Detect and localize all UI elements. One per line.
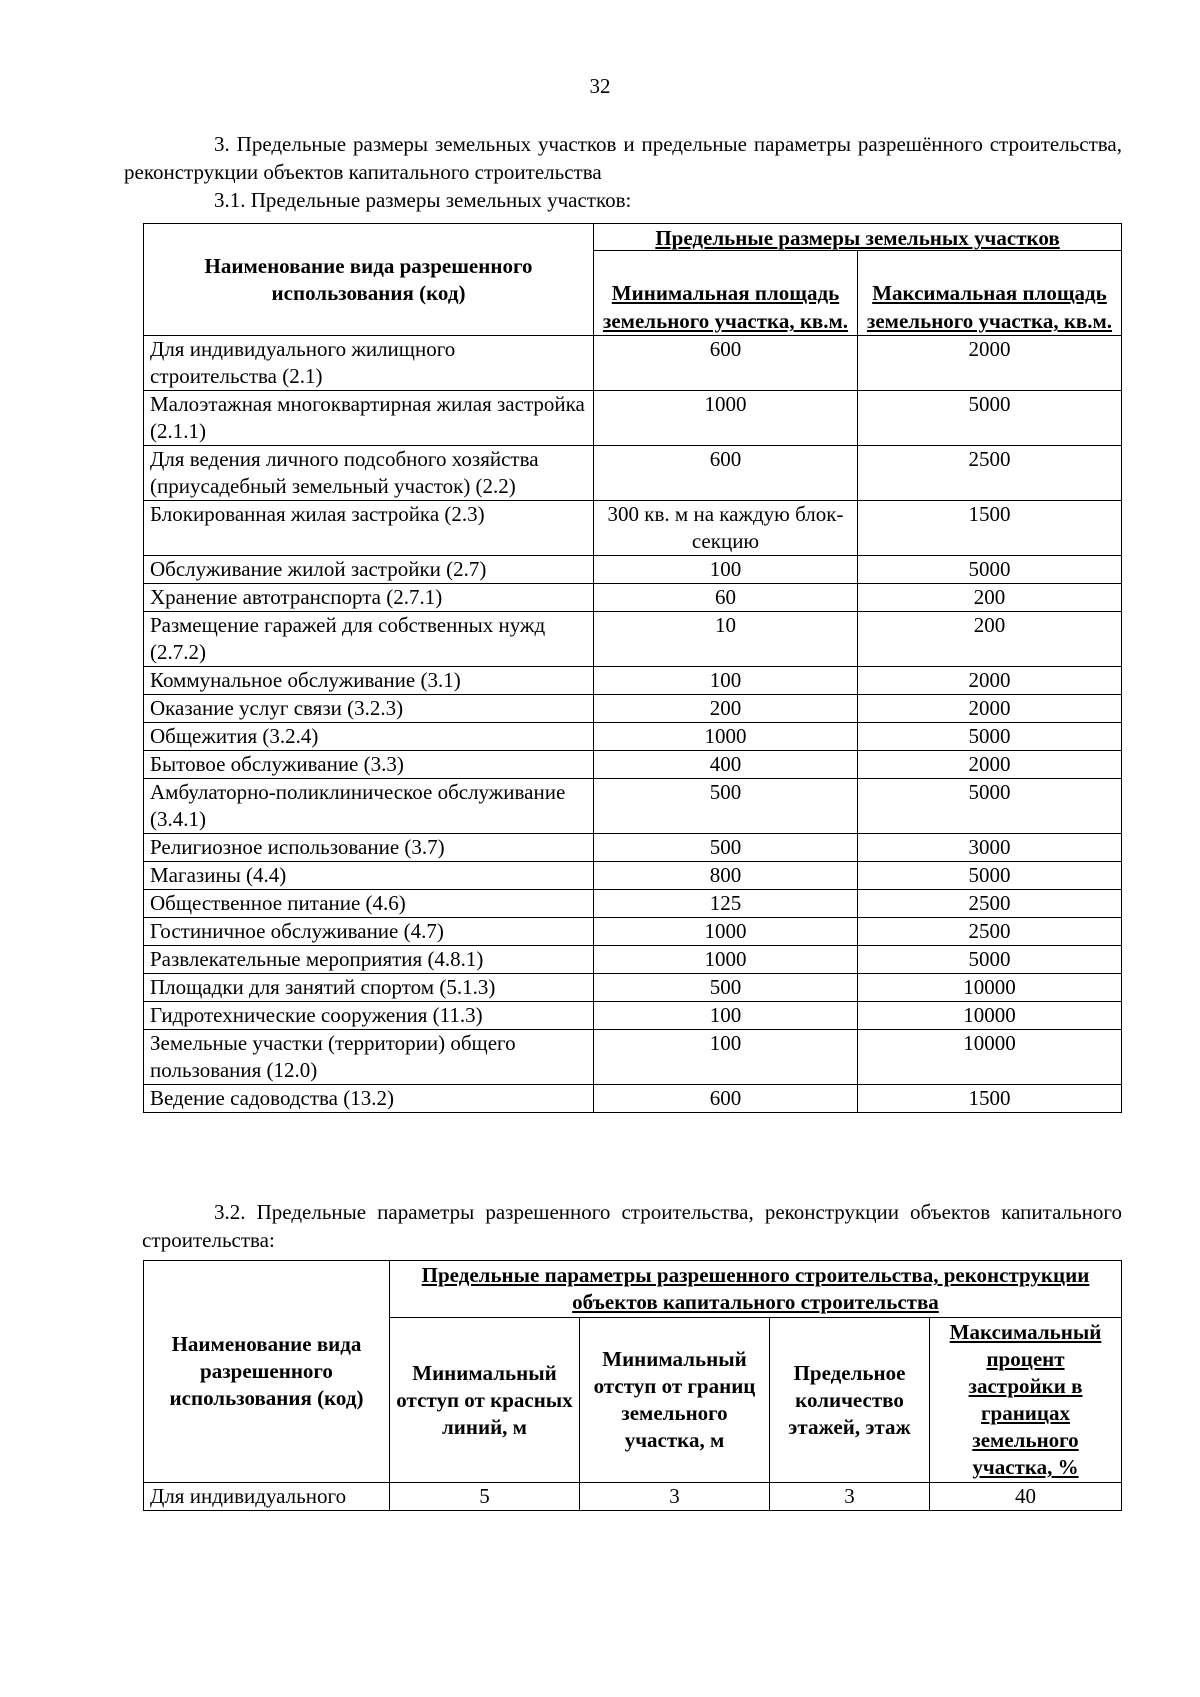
use-type-name: Для индивидуального	[144, 1483, 390, 1511]
land-plot-size-table	[143, 223, 1122, 1113]
use-type-name: Хранение автотранспорта (2.7.1)	[144, 584, 594, 612]
max-area-value: 2500	[858, 446, 1122, 501]
table-row	[144, 446, 1122, 501]
column-header-name: Наименование вида разрешенного использования (код)	[144, 1261, 390, 1483]
min-border-value: 3	[580, 1483, 770, 1511]
table-row	[144, 695, 1122, 723]
table-row	[144, 1030, 1122, 1085]
column-header-floors: Предельное количество этажей, этаж	[770, 1318, 930, 1483]
max-area-value: 2500	[858, 918, 1122, 946]
min-area-value: 400	[594, 751, 858, 779]
column-group-header: Предельные размеры земельных участков	[594, 224, 1122, 251]
use-type-name: Гостиничное обслуживание (4.7)	[144, 918, 594, 946]
min-area-value: 800	[594, 862, 858, 890]
use-type-name: Земельные участки (территории) общего пользования (12.0)	[144, 1030, 594, 1085]
table-row	[144, 974, 1122, 1002]
table-row	[144, 1483, 1122, 1511]
table-row	[144, 667, 1122, 695]
min-area-value: 100	[594, 1002, 858, 1030]
max-area-value: 2000	[858, 667, 1122, 695]
use-type-name: Развлекательные мероприятия (4.8.1)	[144, 946, 594, 974]
max-area-value: 2000	[858, 751, 1122, 779]
column-header-name: Наименование вида разрешенного использования (код)	[144, 224, 594, 336]
table-body	[144, 1483, 1122, 1511]
use-type-name: Амбулаторно-поликлиническое обслуживание (3.4.1)	[144, 779, 594, 834]
construction-parameters-table	[143, 1260, 1122, 1511]
use-type-name: Коммунальное обслуживание (3.1)	[144, 667, 594, 695]
table-row	[144, 1002, 1122, 1030]
max-area-value: 1500	[858, 1085, 1122, 1113]
use-type-name: Религиозное использование (3.7)	[144, 834, 594, 862]
min-area-value: 10	[594, 612, 858, 667]
max-area-value: 5000	[858, 723, 1122, 751]
table-body	[144, 336, 1122, 1113]
table-row	[144, 584, 1122, 612]
min-area-value: 100	[594, 667, 858, 695]
max-area-value: 2000	[858, 695, 1122, 723]
min-area-value: 100	[594, 1030, 858, 1085]
section-3-2-heading: 3.2. Предельные параметры разрешенного строительства, реконструкции объектов капитального строительства:	[142, 1200, 1122, 1252]
table-row	[144, 862, 1122, 890]
max-area-value: 5000	[858, 556, 1122, 584]
min-area-value: 1000	[594, 918, 858, 946]
page-number: 32	[589, 74, 611, 98]
min-area-value: 1000	[594, 946, 858, 974]
use-type-name: Площадки для занятий спортом (5.1.3)	[144, 974, 594, 1002]
min-area-value: 500	[594, 779, 858, 834]
max-area-value: 5000	[858, 779, 1122, 834]
max-area-value: 2000	[858, 336, 1122, 391]
table-row	[144, 612, 1122, 667]
table-row	[144, 391, 1122, 446]
column-header-max-percent: Максимальный процент застройки в границах земельного участка, %	[930, 1318, 1122, 1483]
table-row	[144, 779, 1122, 834]
use-type-name: Оказание услуг связи (3.2.3)	[144, 695, 594, 723]
table-row	[144, 501, 1122, 556]
use-type-name: Гидротехнические сооружения (11.3)	[144, 1002, 594, 1030]
min-red-line-value: 5	[390, 1483, 580, 1511]
use-type-name: Блокированная жилая застройка (2.3)	[144, 501, 594, 556]
table-row	[144, 1085, 1122, 1113]
table-row	[144, 723, 1122, 751]
use-type-name: Ведение садоводства (13.2)	[144, 1085, 594, 1113]
max-area-value: 5000	[858, 946, 1122, 974]
use-type-name: Для индивидуального жилищного строительства (2.1)	[144, 336, 594, 391]
column-header-min-red-line: Минимальный отступ от красных линий, м	[390, 1318, 580, 1483]
table-row	[144, 890, 1122, 918]
section-3-heading: 3. Предельные размеры земельных участков и предельные параметры разрешённого строительства, реконструкции объектов капитального строительства	[124, 132, 1122, 184]
table-row	[144, 918, 1122, 946]
max-area-value: 3000	[858, 834, 1122, 862]
min-area-value: 1000	[594, 723, 858, 751]
min-area-value: 100	[594, 556, 858, 584]
max-area-value: 5000	[858, 391, 1122, 446]
use-type-name: Магазины (4.4)	[144, 862, 594, 890]
table-row	[144, 946, 1122, 974]
use-type-name: Размещение гаражей для собственных нужд (2.7.2)	[144, 612, 594, 667]
max-area-value: 5000	[858, 862, 1122, 890]
column-header-max-area: Максимальная площадь земельного участка, кв.м.	[858, 251, 1122, 336]
max-area-value: 10000	[858, 974, 1122, 1002]
max-percent-value: 40	[930, 1483, 1122, 1511]
min-area-value: 200	[594, 695, 858, 723]
max-area-value: 10000	[858, 1002, 1122, 1030]
column-group-header: Предельные параметры разрешенного строительства, реконструкции объектов капитального строительства	[390, 1261, 1122, 1318]
min-area-value: 125	[594, 890, 858, 918]
max-area-value: 200	[858, 584, 1122, 612]
table-row	[144, 336, 1122, 391]
min-area-value: 1000	[594, 391, 858, 446]
table-row	[144, 834, 1122, 862]
use-type-name: Общежития (3.2.4)	[144, 723, 594, 751]
table-row	[144, 556, 1122, 584]
min-area-value: 300 кв. м на каждую блок-секцию	[594, 501, 858, 556]
use-type-name: Для ведения личного подсобного хозяйства (приусадебный земельный участок) (2.2)	[144, 446, 594, 501]
table-row	[144, 751, 1122, 779]
min-area-value: 500	[594, 974, 858, 1002]
column-header-min-area: Минимальная площадь земельного участка, кв.м.	[594, 251, 858, 336]
floors-value: 3	[770, 1483, 930, 1511]
min-area-value: 600	[594, 446, 858, 501]
min-area-value: 60	[594, 584, 858, 612]
use-type-name: Обслуживание жилой застройки (2.7)	[144, 556, 594, 584]
use-type-name: Общественное питание (4.6)	[144, 890, 594, 918]
use-type-name: Бытовое обслуживание (3.3)	[144, 751, 594, 779]
max-area-value: 2500	[858, 890, 1122, 918]
max-area-value: 200	[858, 612, 1122, 667]
use-type-name: Малоэтажная многоквартирная жилая застройка (2.1.1)	[144, 391, 594, 446]
min-area-value: 600	[594, 1085, 858, 1113]
section-3-1-heading: 3.1. Предельные размеры земельных участков:	[214, 188, 632, 212]
max-area-value: 10000	[858, 1030, 1122, 1085]
max-area-value: 1500	[858, 501, 1122, 556]
min-area-value: 600	[594, 336, 858, 391]
column-header-min-border: Минимальный отступ от границ земельного участка, м	[580, 1318, 770, 1483]
min-area-value: 500	[594, 834, 858, 862]
